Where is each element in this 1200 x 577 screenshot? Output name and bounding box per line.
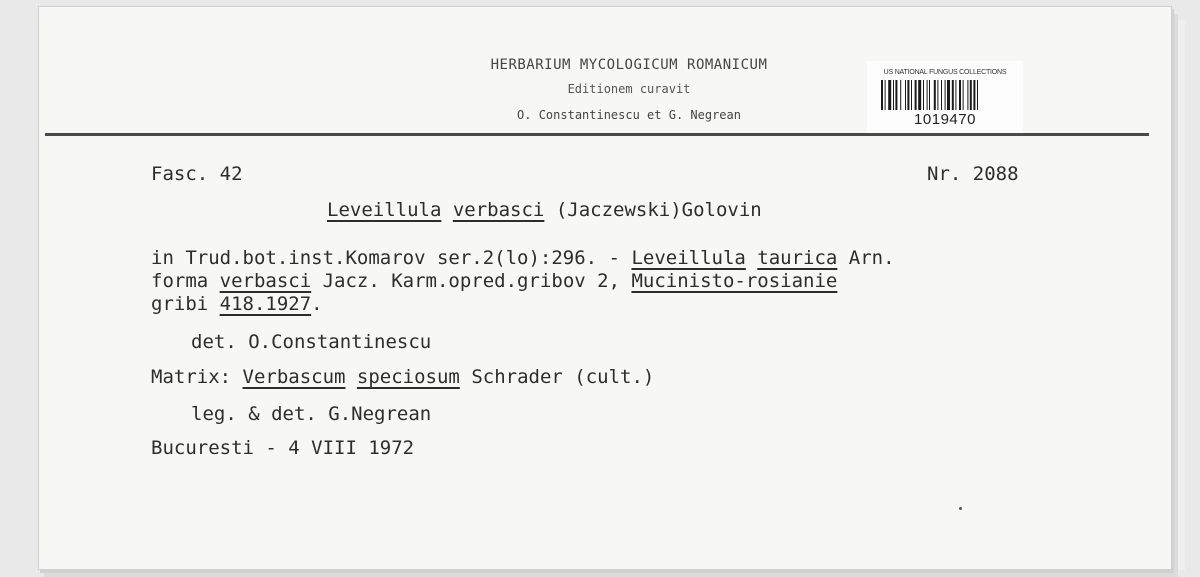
barcode-caption: US NATIONAL FUNGUS COLLECTIONS (883, 69, 1007, 76)
barcode-bar (918, 80, 921, 110)
literature-text: in Trud.bot.inst.Komarov ser.2(lo):296. - (151, 247, 632, 269)
barcode-bar (970, 80, 972, 110)
label-header (39, 7, 1171, 135)
literature-text: gribi (151, 293, 220, 315)
barcode-bar (881, 80, 883, 110)
herbarium-subtitle: Editionem curavit (567, 82, 691, 96)
barcode-bar (967, 80, 968, 110)
barcode-bar (927, 80, 928, 110)
barcode-bar (941, 80, 942, 110)
barcode-bar (945, 80, 946, 110)
determiner: det. O.Constantinescu (191, 331, 432, 353)
barcode-bar (923, 80, 924, 110)
speck-mark (959, 507, 962, 510)
host-genus: Verbascum (242, 366, 346, 388)
literature-line-1 (151, 247, 895, 269)
specimen-number: Nr. 2088 (927, 163, 1019, 185)
species-authors: (Jaczewski)Golovin (555, 199, 762, 221)
header-divider (45, 133, 1149, 136)
barcode-bar (885, 80, 886, 110)
herbarium-editors: O. Constantinescu et G. Negrean (517, 108, 741, 122)
literature-genus: Leveillula (631, 247, 746, 269)
host-authority: Schrader (cult.) (459, 366, 655, 388)
herbarium-title: HERBARIUM MYCOLOGICUM ROMANICUM (490, 57, 768, 73)
barcode-bar (900, 80, 901, 110)
barcode-bar (915, 80, 917, 110)
collector: leg. & det. G.Negrean (191, 403, 432, 425)
barcode-bar (937, 80, 938, 110)
barcode-bar (907, 80, 909, 110)
barcode-number: 1019470 (914, 111, 976, 128)
matrix-prefix: Matrix: (151, 366, 243, 388)
host-epithet: speciosum (356, 366, 460, 388)
barcode-bar (947, 80, 950, 110)
literature-line-2 (151, 270, 837, 292)
species-epithet: verbasci (452, 199, 545, 221)
barcode-bar (934, 80, 936, 110)
literature-line-3 (151, 293, 323, 315)
barcode-bar (895, 80, 897, 110)
barcode-icon (881, 80, 1009, 110)
matrix-host (151, 366, 654, 388)
barcode-bar (911, 80, 912, 110)
barcode-bar (959, 80, 961, 110)
literature-epithet: taurica (757, 247, 838, 269)
literature-text: Jacz. Karm.opred.gribov 2, (311, 270, 632, 292)
barcode-bar (888, 80, 891, 110)
literature-title: Mucinisto-rosianie (631, 270, 838, 292)
barcode-bar (929, 80, 930, 110)
barcode-bar (893, 80, 894, 110)
fascicle-number: Fasc. 42 (151, 163, 243, 185)
literature-text: . (311, 293, 323, 315)
barcode-bar (955, 80, 956, 110)
locality-date: Bucuresti - 4 VIII 1972 (151, 437, 415, 459)
literature-forma: verbasci (219, 270, 312, 292)
barcode-bar (973, 80, 975, 110)
literature-reference: 418.1927 (219, 293, 312, 315)
species-genus: Leveillula (327, 199, 442, 221)
species-name (327, 199, 762, 221)
barcode-bar (977, 80, 978, 110)
barcode-bar (963, 80, 964, 110)
barcode-bar (905, 80, 906, 110)
literature-text: forma (151, 270, 220, 292)
barcode-bar (952, 80, 954, 110)
herbarium-label (38, 6, 1172, 570)
literature-text: Arn. (837, 247, 895, 269)
barcode-sticker (867, 61, 1023, 133)
